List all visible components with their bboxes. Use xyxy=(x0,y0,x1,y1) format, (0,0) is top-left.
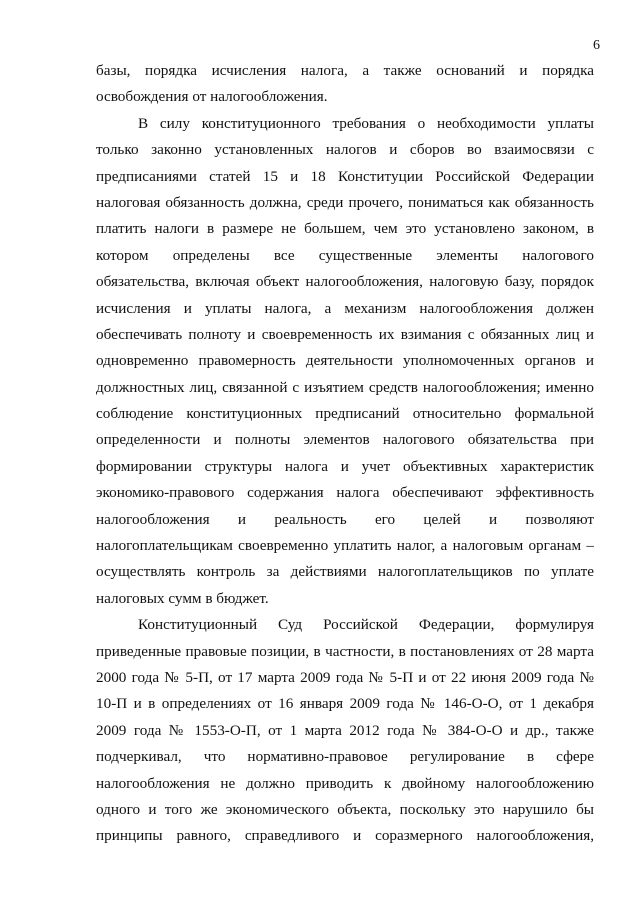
text-line: налогообложения не должно приводить к двойному налогообложению xyxy=(96,774,594,792)
text-line: исчисления и уплаты налога, а механизм налогообложения должен xyxy=(96,299,594,317)
page-number: 6 xyxy=(593,38,600,53)
text-line: соблюдение конституционных предписаний относительно формальной xyxy=(96,405,594,423)
text-line: осуществлять контроль за действиями налогоплательщиков по уплате xyxy=(96,563,594,581)
text-line: 10-П и в определениях от 16 января 2009 года № 146-О-О, от 1 декабря xyxy=(96,695,594,713)
text-line: экономико-правового содержания налога обеспечивают эффективность xyxy=(96,484,594,502)
text-line: обязательства, включая объект налогообложения, налоговую базу, порядок xyxy=(96,273,594,291)
text-line: платить налоги в размере не большем, чем это установлено законом, в xyxy=(96,220,594,238)
text-line: 2000 года № 5-П, от 17 марта 2009 года № 5-П и от 22 июня 2009 года № xyxy=(96,668,594,686)
body-text xyxy=(96,58,594,850)
text-line: налоговых сумм в бюджет. xyxy=(96,589,269,607)
text-line: предписаниями статей 15 и 18 Конституции Российской Федерации xyxy=(96,167,594,185)
text-line: налогоплательщикам своевременно уплатить налог, а налоговым органам – xyxy=(96,537,594,555)
text-line: В силу конституционного требования о необходимости уплаты xyxy=(138,114,594,132)
text-line: принципы равного, справедливого и соразмерного налогообложения, xyxy=(96,827,594,845)
text-line: освобождения от налогообложения. xyxy=(96,88,328,106)
text-line: подчеркивал, что нормативно-правовое регулирование в сфере xyxy=(96,748,594,766)
text-line: налогообложения и реальность его целей и позволяют xyxy=(96,510,594,528)
text-line: только законно установленных налогов и сборов во взаимосвязи с xyxy=(96,141,594,159)
text-line: должностных лиц, связанной с изъятием средств налогообложения; именно xyxy=(96,378,594,396)
text-line: формировании структуры налога и учет объективных характеристик xyxy=(96,457,594,475)
text-line: определенности и полноты элементов налогового обязательства при xyxy=(96,431,594,449)
text-line: обеспечивать полноту и своевременность их взимания с обязанных лиц и xyxy=(96,325,594,343)
text-line: одновременно правомерность деятельности уполномоченных органов и xyxy=(96,352,594,370)
text-line: одного и того же экономического объекта, поскольку это нарушило бы xyxy=(96,800,594,818)
text-line: 2009 года № 1553-О-П, от 1 марта 2012 года № 384-О-О и др., также xyxy=(96,721,594,739)
text-line: Конституционный Суд Российской Федерации, формулируя xyxy=(138,616,594,634)
text-line: базы, порядка исчисления налога, а также оснований и порядка xyxy=(96,62,594,79)
text-line: налоговая обязанность должна, среди прочего, пониматься как обязанность xyxy=(96,193,594,211)
text-line: приведенные правовые позиции, в частности, в постановлениях от 28 марта xyxy=(96,642,594,660)
text-line: котором определены все существенные элементы налогового xyxy=(96,246,594,264)
